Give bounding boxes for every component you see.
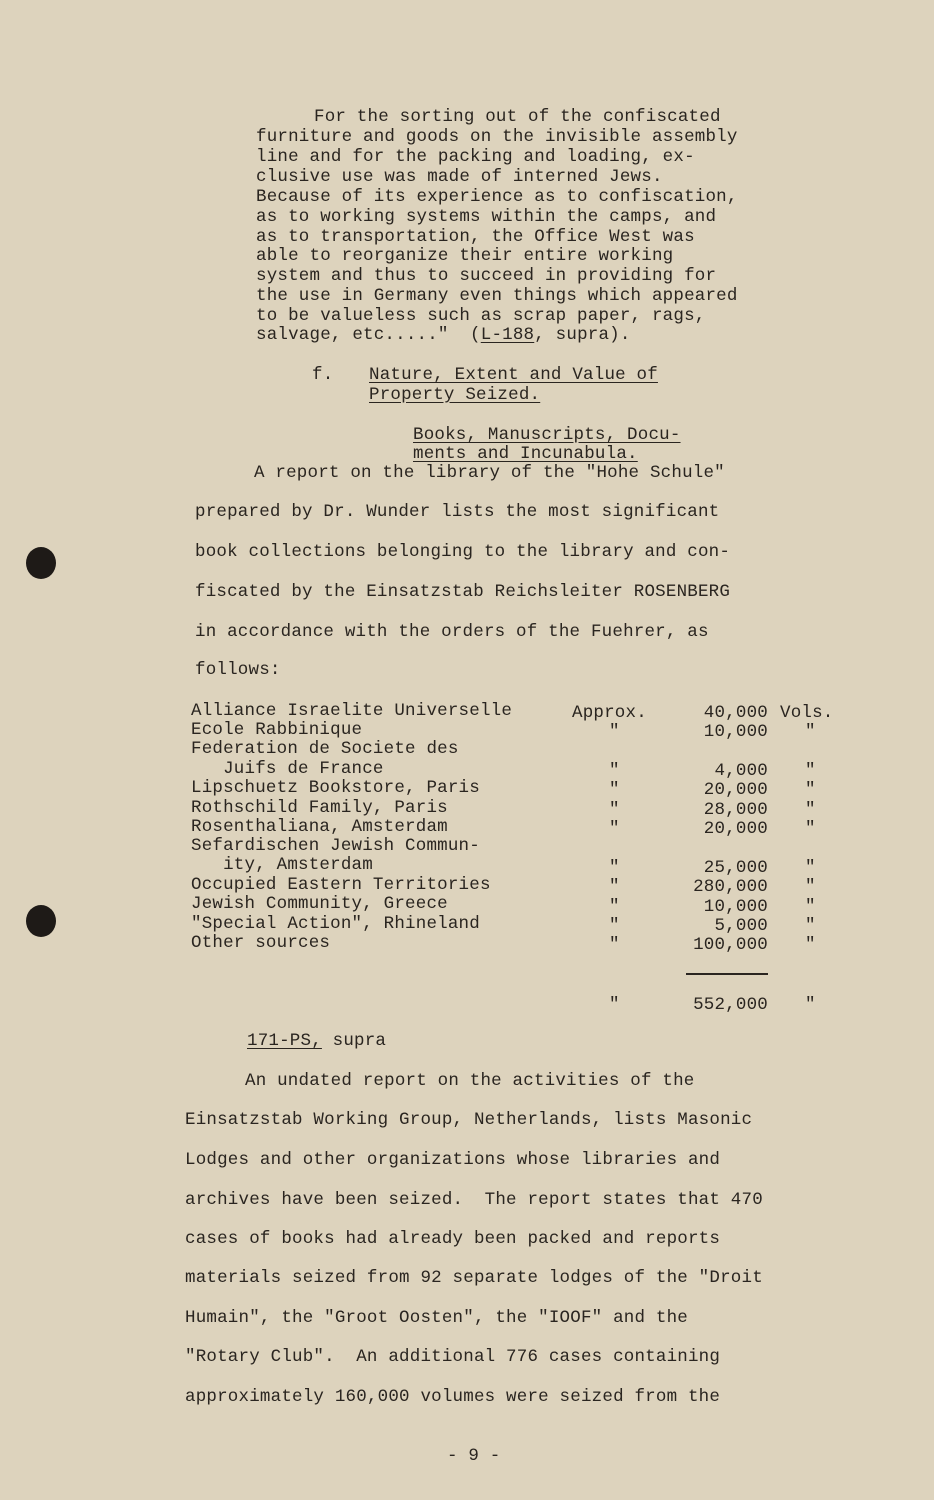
table-row-qualifier: " (609, 858, 620, 878)
table-row-unit: " (805, 858, 816, 878)
paragraph-line: book collections belonging to the library and con- (195, 542, 731, 562)
quote-line: to be valueless such as scrap paper, rags, (256, 306, 706, 326)
paragraph-line: prepared by Dr. Wunder lists the most significant (195, 502, 720, 522)
table-row-qualifier: " (609, 935, 620, 955)
table-row-qualifier: Approx. (572, 703, 647, 723)
table-row-count: 100,000 (693, 935, 768, 955)
total-qualifier: " (609, 995, 620, 1015)
paragraph-line: Einsatzstab Working Group, Netherlands, lists Masonic (185, 1110, 753, 1130)
table-row-count: 10,000 (703, 722, 768, 742)
table-row-name: Rosenthaliana, Amsterdam (191, 817, 448, 837)
table-row-qualifier: " (609, 819, 620, 839)
table-row-name: Rothschild Family, Paris (191, 798, 448, 818)
paragraph-line: materials seized from 92 separate lodges of the "Droit (185, 1268, 763, 1288)
quote-line: as to working systems within the camps, and (256, 207, 717, 227)
binder-hole (26, 905, 56, 937)
paragraph-line: Humain", the "Groot Oosten", the "IOOF" and the (185, 1308, 688, 1328)
subsection-title-line2: ments and Incunabula. (413, 444, 638, 464)
table-row-qualifier: " (609, 722, 620, 742)
table-row-unit: " (805, 780, 816, 800)
paragraph-line: An undated report on the activities of the (245, 1071, 695, 1091)
citation-l188: L-188 (480, 325, 535, 345)
paragraph-line: Lodges and other organizations whose libraries and (185, 1150, 721, 1170)
table-row-unit: " (805, 935, 816, 955)
quote-line: able to reorganize their entire working (256, 246, 674, 266)
table-row-name: "Special Action", Rhineland (191, 914, 480, 934)
table-row-count: 40,000 (703, 703, 768, 723)
table-row-unit: Vols. (780, 703, 834, 723)
table-row-qualifier: " (609, 761, 620, 781)
table-row-name: Ecole Rabbinique (191, 720, 363, 740)
quote-line: For the sorting out of the confiscated (314, 107, 721, 127)
table-row-name: Jewish Community, Greece (191, 894, 448, 914)
paragraph-line: archives have been seized. The report states that 470 (185, 1190, 763, 1210)
table-row-qualifier: " (609, 877, 620, 897)
paragraph-line: in accordance with the orders of the Fuehrer, as (195, 622, 709, 642)
table-row-qualifier: " (609, 780, 620, 800)
total-unit: " (805, 995, 816, 1015)
citation-171ps: 171-PS, (247, 1031, 322, 1051)
table-row-unit: " (805, 897, 816, 917)
quote-line-last: salvage, etc....." (L-188, supra). (256, 325, 631, 345)
total-rule (686, 973, 768, 975)
quote-line: the use in Germany even things which appeared (256, 286, 738, 306)
paragraph-line: approximately 160,000 volumes were seized from the (185, 1387, 721, 1407)
table-row-count: 28,000 (703, 800, 768, 820)
section-title-line1: Nature, Extent and Value of (369, 365, 658, 385)
table-row-name: Federation de Societe des (191, 739, 459, 759)
table-row-name: Other sources (191, 933, 331, 953)
quote-line: Because of its experience as to confiscation, (256, 187, 738, 207)
table-row-unit: " (805, 761, 816, 781)
table-row-count: 25,000 (703, 858, 768, 878)
quote-line: as to transportation, the Office West was (256, 227, 695, 247)
page-number: - 9 - (447, 1446, 501, 1466)
table-row-name: ity, Amsterdam (191, 855, 373, 875)
paragraph-line: cases of books had already been packed and reports (185, 1229, 721, 1249)
table-row-name: Occupied Eastern Territories (191, 875, 491, 895)
subsection-title-line1: Books, Manuscripts, Docu- (413, 425, 681, 445)
paragraph-line: A report on the library of the "Hohe Schule" (254, 463, 725, 483)
total-count: 552,000 (693, 995, 768, 1015)
binder-hole (26, 547, 56, 579)
quote-line: clusive use was made of interned Jews. (256, 167, 663, 187)
section-title-line2: Property Seized. (369, 385, 541, 405)
table-row-name: Alliance Israelite Universelle (191, 701, 513, 721)
paragraph-line: fiscated by the Einsatzstab Reichsleiter ROSENBERG (195, 582, 731, 602)
section-letter: f. (312, 365, 334, 385)
table-row-unit: " (805, 800, 816, 820)
quote-line: system and thus to succeed in providing for (256, 266, 717, 286)
table-row-count: 5,000 (714, 916, 768, 936)
table-row-count: 280,000 (693, 877, 768, 897)
table-row-count: 20,000 (703, 780, 768, 800)
table-row-qualifier: " (609, 916, 620, 936)
quote-line: furniture and goods on the invisible assembly (256, 127, 738, 147)
table-row-name: Juifs de France (191, 759, 384, 779)
table-row-count: 4,000 (714, 761, 768, 781)
table-row-qualifier: " (609, 800, 620, 820)
quote-line: line and for the packing and loading, ex- (256, 147, 695, 167)
table-row-name: Sefardischen Jewish Commun- (191, 836, 480, 856)
table-row-unit: " (805, 916, 816, 936)
source-citation: 171-PS, supra (247, 1031, 387, 1051)
table-row-name: Lipschuetz Bookstore, Paris (191, 778, 480, 798)
table-row-count: 10,000 (703, 897, 768, 917)
table-row-count: 20,000 (703, 819, 768, 839)
table-row-unit: " (805, 819, 816, 839)
paragraph-line: "Rotary Club". An additional 776 cases containing (185, 1347, 721, 1367)
table-row-unit: " (805, 877, 816, 897)
table-row-qualifier: " (609, 897, 620, 917)
paragraph-line: follows: (195, 660, 281, 680)
table-row-unit: " (805, 722, 816, 742)
